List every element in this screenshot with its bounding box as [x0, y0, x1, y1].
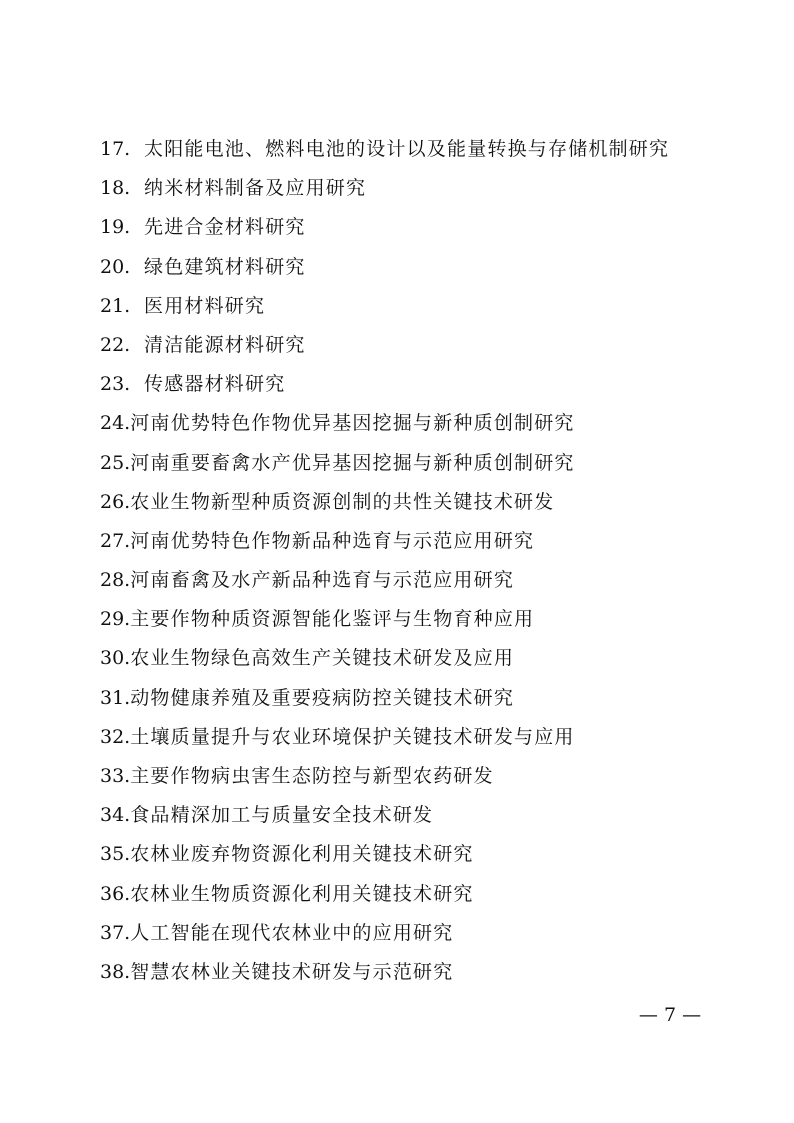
list-item — [100, 796, 740, 835]
item-number: 29. — [100, 608, 131, 631]
list-item — [100, 365, 740, 404]
list-item — [100, 248, 740, 287]
item-number: 36. — [100, 882, 131, 905]
item-text: 动物健康养殖及重要疫病防控关键技术研究 — [130, 686, 515, 709]
item-text: 河南优势特色作物优异基因挖掘与新种质创制研究 — [130, 412, 575, 435]
item-number: 20. — [100, 255, 131, 278]
item-text: 食品精深加工与质量安全技术研发 — [130, 804, 434, 827]
item-text: 先进合金材料研究 — [144, 216, 306, 239]
item-text: 土壤质量提升与农业环境保护关键技术研发与应用 — [130, 725, 575, 748]
item-number: 27. — [100, 529, 131, 552]
list-item — [100, 444, 740, 483]
item-number: 37. — [100, 921, 131, 944]
item-text: 农业生物绿色高效生产关键技术研发及应用 — [130, 647, 515, 670]
item-number: 24. — [100, 412, 131, 435]
item-number: 22. — [100, 333, 131, 356]
list-item — [100, 835, 740, 874]
item-number: 18. — [100, 177, 131, 200]
research-topic-list — [100, 130, 740, 992]
item-number: 33. — [100, 765, 131, 787]
item-text: 太阳能电池、燃料电池的设计以及能量转换与存储机制研究 — [144, 138, 670, 160]
item-text: 智慧农林业关键技术研发与示范研究 — [130, 960, 454, 983]
item-number: 32. — [100, 725, 131, 748]
item-text: 农业生物新型种质资源创制的共性关键技术研发 — [130, 490, 555, 513]
item-number: 23. — [100, 373, 131, 396]
item-number: 30. — [100, 647, 131, 670]
item-text: 农林业废弃物资源化利用关键技术研究 — [130, 843, 474, 866]
item-number: 25. — [100, 451, 131, 474]
item-number: 19. — [100, 216, 131, 239]
item-number: 31. — [100, 686, 131, 709]
list-item — [100, 679, 740, 718]
item-text: 主要作物病虫害生态防控与新型农药研发 — [130, 765, 494, 787]
list-item — [100, 130, 740, 169]
item-text: 纳米材料制备及应用研究 — [144, 177, 367, 200]
item-number: 38. — [100, 960, 131, 983]
list-item — [100, 757, 740, 796]
list-item — [100, 483, 740, 522]
item-text: 绿色建筑材料研究 — [144, 255, 306, 278]
list-item — [100, 208, 740, 247]
item-text: 河南畜禽及水产新品种选育与示范应用研究 — [130, 569, 515, 592]
item-number: 17. — [100, 138, 131, 160]
list-item — [100, 953, 740, 992]
list-item — [100, 522, 740, 561]
item-text: 河南重要畜禽水产优异基因挖掘与新种质创制研究 — [130, 451, 575, 474]
page-number: — 7 — — [638, 1004, 702, 1026]
item-text: 主要作物种质资源智能化鉴评与生物育种应用 — [130, 608, 535, 631]
item-text: 医用材料研究 — [144, 294, 266, 317]
item-number: 35. — [100, 843, 131, 866]
list-item — [100, 561, 740, 600]
item-number: 28. — [100, 569, 131, 592]
item-text: 人工智能在现代农林业中的应用研究 — [130, 921, 454, 944]
item-text: 河南优势特色作物新品种选育与示范应用研究 — [130, 529, 535, 552]
item-number: 26. — [100, 490, 131, 513]
item-text: 传感器材料研究 — [144, 373, 286, 396]
item-number: 34. — [100, 804, 131, 827]
list-item — [100, 718, 740, 757]
item-text: 清洁能源材料研究 — [144, 333, 306, 356]
list-item — [100, 600, 740, 639]
item-text: 农林业生物质资源化利用关键技术研究 — [130, 882, 474, 905]
list-item — [100, 639, 740, 678]
item-number: 21. — [100, 294, 131, 317]
list-item — [100, 914, 740, 953]
list-item — [100, 169, 740, 208]
list-item — [100, 287, 740, 326]
list-item — [100, 875, 740, 914]
list-item — [100, 404, 740, 443]
list-item — [100, 326, 740, 365]
